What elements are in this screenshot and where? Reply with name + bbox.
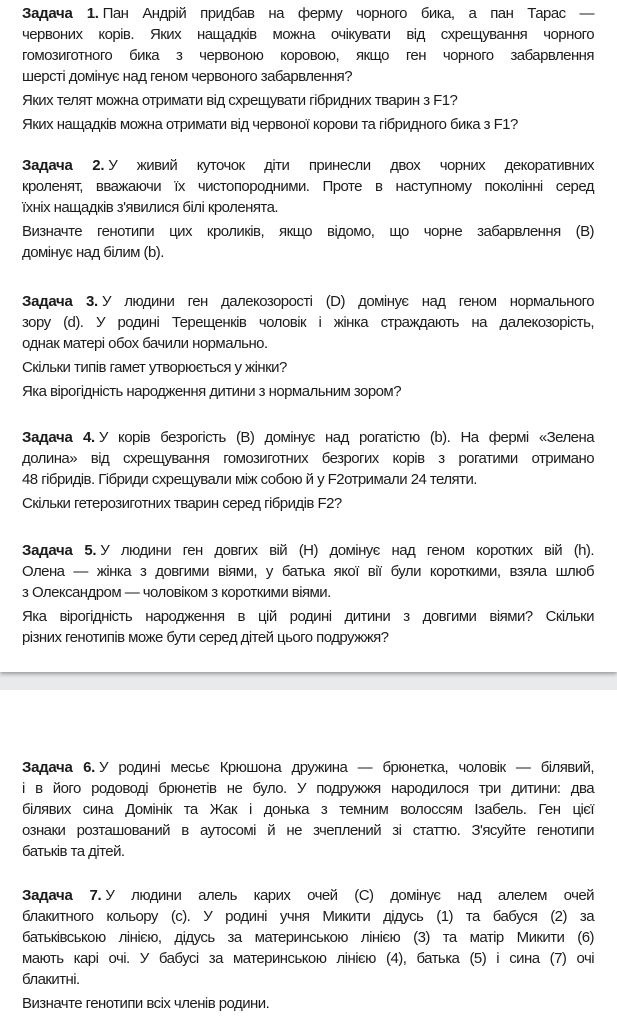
text-content: Яких телят можна отримати від схрещувати гібридних тварин з F1?	[22, 92, 458, 109]
task-3	[22, 291, 594, 405]
text-content: шерсті домінує над геном червоного забарвлення?	[22, 68, 353, 85]
text-line	[22, 176, 594, 197]
text-line	[22, 357, 594, 378]
text-line	[22, 493, 594, 514]
task-paragraph	[22, 221, 594, 263]
text-content: червоних корів. Яких нащадків можна очікувати від схрещування чорного	[22, 26, 594, 43]
text-content: зору (d). У родині Терещенків чоловік і жінка страждають на далекозорість,	[22, 314, 594, 331]
text-content: Скільки типів гамет утворюється у жінки?	[22, 359, 287, 376]
task-paragraph	[22, 114, 594, 135]
document-page-2	[0, 690, 617, 1012]
text-line	[22, 66, 594, 87]
text-content: У родині месьє Крюшона дружина — брюнетка, чоловік — білявий,	[99, 759, 594, 776]
text-content: Олена — жінка з довгими віями, у батька якої вії були короткими, взяла шлюб	[22, 563, 594, 580]
task-paragraph	[22, 606, 594, 648]
task-label: Задача 1.	[22, 5, 99, 22]
text-content: Скільки гетерозиготних тварин серед гібридів F2?	[22, 495, 342, 512]
text-content: 48 гібридів. Гібриди схрещували між собою й у F2отримали 24 теляти.	[22, 471, 477, 488]
text-content: кроленят, вважаючи їх чистопородними. Проте в наступному поколінні серед	[22, 178, 594, 195]
text-line	[22, 757, 594, 778]
text-line	[22, 820, 594, 841]
task-paragraph	[22, 291, 594, 354]
task-4	[22, 427, 594, 517]
text-content: Пан Андрій придбав на ферму чорного бика, а пан Тарас —	[102, 5, 594, 22]
text-line	[22, 114, 594, 135]
text-line	[22, 469, 594, 490]
task-1	[22, 3, 594, 138]
task-label: Задача 2.	[22, 157, 105, 174]
text-line	[22, 841, 594, 862]
task-paragraph	[22, 155, 594, 218]
text-content: Визначте генотипи всіх членів родини.	[22, 995, 270, 1012]
text-line	[22, 381, 594, 402]
text-content: Яка вірогідність народження в цій родині дитини з довгими віями? Скільки	[22, 608, 594, 625]
text-line	[22, 799, 594, 820]
text-line	[22, 606, 594, 627]
text-content: ознаки розташований в аутосомі й не зчеплений зі статтю. З'ясуйте генотипи	[22, 822, 594, 839]
text-content: блакитного кольору (с). У родині учня Микити дідусь (1) та бабуся (2) за	[22, 908, 594, 925]
text-line	[22, 969, 594, 990]
text-content: мають карі очі. У бабусі за материнською лінією (4), батька (5) і сина (7) очі	[22, 950, 594, 967]
task-label: Задача 4.	[22, 429, 95, 446]
text-line	[22, 242, 594, 263]
text-content: блакитні.	[22, 971, 80, 988]
text-line	[22, 448, 594, 469]
text-content: долина» від схрещування гомозиготних безрогих корів з рогатими отримано	[22, 450, 594, 467]
text-line	[22, 155, 594, 176]
text-content: різних генотипів може бути серед дітей цього подружжя?	[22, 629, 389, 646]
text-line	[22, 927, 594, 948]
task-5	[22, 540, 594, 651]
text-content: У людини алель карих очей (С) домінує над алелем очей	[105, 887, 594, 904]
text-line	[22, 45, 594, 66]
text-line	[22, 291, 594, 312]
text-content: їхніх нащадків з'явилися білі кроленята.	[22, 199, 278, 216]
text-line	[22, 197, 594, 218]
text-line	[22, 90, 594, 111]
task-paragraph	[22, 381, 594, 402]
text-content: з Олександром — чоловіком з короткими віями.	[22, 584, 331, 601]
task-2	[22, 155, 594, 266]
text-content: У корів безрогість (В) домінує над рогатістю (b). На фермі «Зелена	[98, 429, 594, 446]
task-paragraph	[22, 357, 594, 378]
text-line	[22, 24, 594, 45]
text-line	[22, 885, 594, 906]
text-line	[22, 906, 594, 927]
text-line	[22, 312, 594, 333]
task-paragraph	[22, 993, 594, 1014]
text-line	[22, 582, 594, 603]
text-content: батьків та дітей.	[22, 843, 125, 860]
text-content: Яка вірогідність народження дитини з нормальним зором?	[22, 383, 401, 400]
text-content: гомозиготного бика з червоною коровою, якщо ген чорного забарвлення	[22, 47, 594, 64]
text-line	[22, 333, 594, 354]
text-line	[22, 540, 594, 561]
task-7	[22, 885, 594, 1017]
task-label: Задача 5.	[22, 542, 97, 559]
task-paragraph	[22, 3, 594, 87]
task-paragraph	[22, 757, 594, 862]
text-content: Визначте генотипи цих кроликів, якщо відомо, що чорне забарвлення (В)	[22, 223, 594, 240]
text-line	[22, 221, 594, 242]
task-6	[22, 757, 594, 865]
text-content: білявих сина Домінік та Жак і донька з темним волоссям Ізабель. Ген цієї	[22, 801, 594, 818]
task-paragraph	[22, 427, 594, 490]
task-label: Задача 6.	[22, 759, 95, 776]
task-paragraph	[22, 885, 594, 990]
text-line	[22, 561, 594, 582]
text-line	[22, 778, 594, 799]
task-label: Задача 3.	[22, 293, 98, 310]
text-content: У людини ген далекозорості (D) домінує над геном нормального	[101, 293, 594, 310]
text-content: батьківською лінією, дідусь за материнською лінією (3) та матір Микити (6)	[22, 929, 594, 946]
text-line	[22, 948, 594, 969]
text-content: Яких нащадків можна отримати від червоної корови та гібридного бика з F1?	[22, 116, 518, 133]
task-paragraph	[22, 493, 594, 514]
task-paragraph	[22, 90, 594, 111]
text-content: однак матері обох бачили нормально.	[22, 335, 268, 352]
text-content: У живий куточок діти принесли двох чорних декоративних	[108, 157, 594, 174]
task-label: Задача 7.	[22, 887, 102, 904]
text-line	[22, 427, 594, 448]
text-line	[22, 993, 594, 1014]
text-content: і в його родоводі брюнетів не було. У подружжя народилося три дитини: два	[22, 780, 594, 797]
task-paragraph	[22, 540, 594, 603]
text-content: У людини ген довгих вій (H) домінує над геном коротких вій (h).	[100, 542, 594, 559]
text-content: домінує над білим (b).	[22, 244, 164, 261]
text-line	[22, 3, 594, 24]
text-line	[22, 627, 594, 648]
page-separator	[0, 672, 617, 690]
